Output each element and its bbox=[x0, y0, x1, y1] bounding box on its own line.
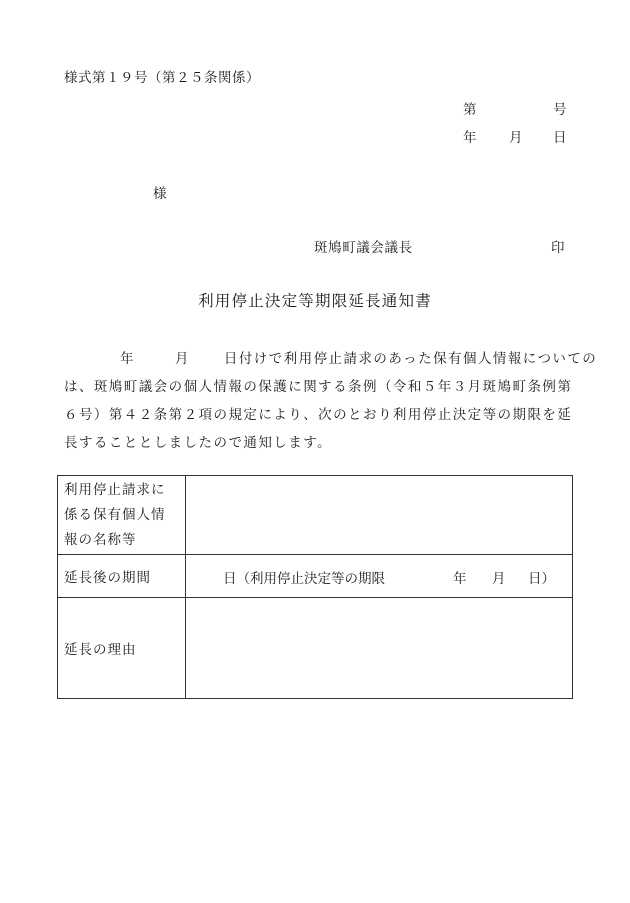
table-row bbox=[58, 555, 573, 598]
extension-period-value[interactable] bbox=[186, 555, 573, 598]
extension-deadline-day: 日） bbox=[528, 571, 555, 587]
document-title: 利用停止決定等期限延長通知書 bbox=[198, 292, 432, 310]
info-name-label bbox=[58, 476, 186, 555]
extension-deadline-year: 年 bbox=[453, 571, 467, 587]
extension-reason-value[interactable] bbox=[186, 598, 573, 699]
body-line-4: 長することとしましたので通知します。 bbox=[64, 435, 333, 451]
body-paragraph bbox=[64, 345, 598, 457]
date-day-label: 日 bbox=[553, 130, 567, 146]
sender-title: 斑鳩町議会議長 bbox=[314, 240, 413, 256]
document-number-prefix: 第 bbox=[463, 102, 477, 118]
extension-reason-label: 延長の理由 bbox=[58, 598, 186, 699]
addressee-honorific: 様 bbox=[153, 186, 167, 202]
body-line-2: は、斑鳩町議会の個人情報の保護に関する条例（令和５年３月斑鳩町条例第 bbox=[64, 379, 573, 395]
info-name-value[interactable] bbox=[186, 476, 573, 555]
info-name-label-line-1: 利用停止請求に bbox=[64, 481, 166, 498]
extension-day-text: 日（利用停止決定等の期限 bbox=[223, 571, 385, 587]
table-row bbox=[58, 598, 573, 699]
document-number-suffix: 号 bbox=[553, 102, 567, 118]
info-table bbox=[57, 475, 573, 699]
table-row bbox=[58, 476, 573, 555]
extension-deadline-month: 月 bbox=[492, 571, 506, 587]
info-name-label-line-2: 係る保有個人情 bbox=[64, 506, 166, 523]
body-month-label: 月 bbox=[174, 351, 190, 367]
date-year-label: 年 bbox=[463, 130, 477, 146]
seal-mark: 印 bbox=[551, 240, 565, 256]
extension-period-label: 延長後の期間 bbox=[58, 555, 186, 598]
info-name-label-line-3: 報の名称等 bbox=[64, 531, 137, 548]
body-line-3: ６号）第４２条第２項の規定により、次のとおり利用停止決定等の期限を延 bbox=[64, 407, 573, 423]
date-month-label: 月 bbox=[509, 130, 523, 146]
body-line-1-text: 日付けで利用停止請求のあった保有個人情報についての bbox=[223, 351, 598, 367]
body-line-1 bbox=[64, 345, 598, 373]
body-year-label: 年 bbox=[120, 351, 135, 367]
form-number: 様式第１９号（第２５条関係） bbox=[64, 70, 260, 86]
